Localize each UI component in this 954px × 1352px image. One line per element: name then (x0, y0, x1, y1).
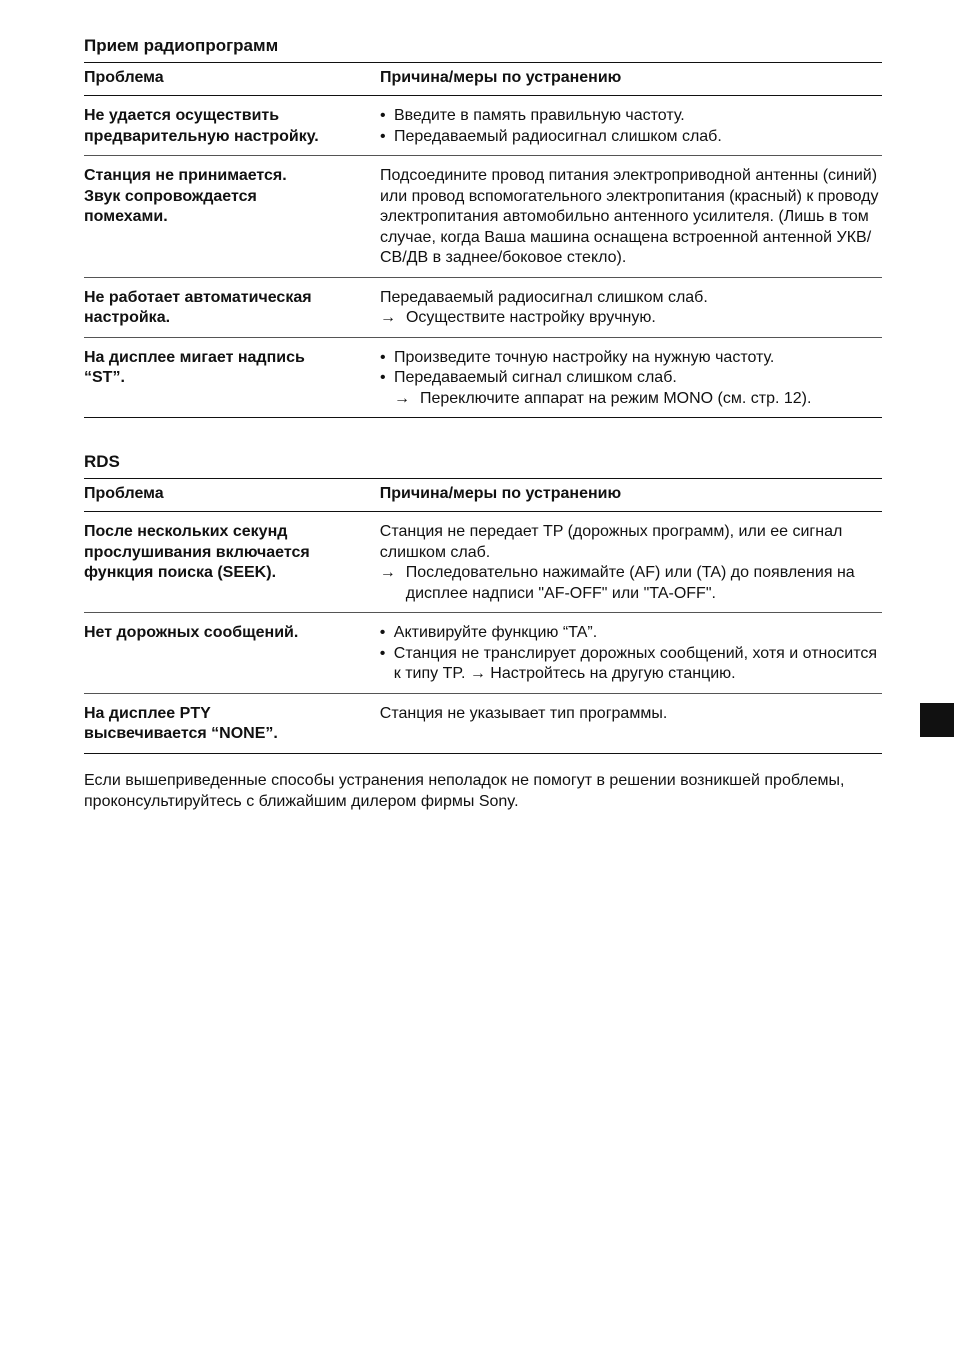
fix-action: Последовательно нажимайте (AF) или (TA) до появления на дисплее надписи "AF-OFF" или "TA-OFF". (405, 564, 855, 602)
table-row (84, 693, 882, 753)
fix-bullet: • Передаваемый радиосигнал слишком слаб. (380, 127, 882, 148)
fix-text: Передаваемый радиосигнал слишком слаб. (379, 288, 708, 306)
fix-action: Осуществите настройку вручную. (405, 309, 656, 326)
rds-troubleshooting-table (84, 478, 882, 754)
problem-text: Станция не принимается. Звук сопровождается помехами. (84, 167, 287, 225)
header-fix: Причина/меры по устранению (380, 63, 882, 96)
table-row (84, 156, 882, 278)
radio-troubleshooting-table (84, 62, 882, 418)
problem-text: Не удается осуществить предварительную настройку. (84, 107, 319, 145)
footer-note: Если вышеприведенные способы устранения неполадок не помогут в решении возникшей проблемы, проконсультируйтесь с ближайшим дилером фирмы Sony. (84, 771, 845, 810)
fix-text: Станция не указывает тип программы. (379, 704, 668, 722)
table-row (84, 337, 882, 418)
table-header-row (84, 479, 882, 512)
table-row (84, 277, 882, 337)
fix-text: Подсоедините провод питания электроприводной антенны (синий) или провод вспомогательного электропитания (красный) к проводу электропитания автомобильно антенного усилителя. (Лишь в том случае, когда Ваша машина оснащена встроенной антенной УКВ/ СВ/ДВ в заднее/боковое стекло). (379, 167, 879, 266)
fix-bullet: • Активируйте функцию “TA”. (380, 623, 882, 644)
table-row (84, 96, 882, 156)
arrow-right-icon: → (379, 564, 396, 581)
fix-action: Переключите аппарат на режим MONO (см. стр. 12). (419, 389, 812, 407)
header-problem: Проблема (84, 479, 380, 512)
section-title-radio: Прием радиопрограмм (84, 36, 279, 55)
section-title-rds: RDS (84, 452, 120, 471)
fix-bullet: • Передаваемый сигнал слишком слаб. (380, 368, 882, 389)
arrow-right-icon: → (379, 309, 396, 326)
problem-text: Не работает автоматическая настройка. (84, 288, 312, 326)
arrow-right-icon: → (393, 389, 410, 407)
table-header-row (84, 63, 882, 96)
problem-text: На дисплее PTY высвечивается “NONE”. (84, 704, 278, 742)
problem-text: На дисплее мигает надпись “ST”. (84, 348, 305, 386)
problem-text: После нескольких секунд прослушивания включается функция поиска (SEEK). (84, 523, 310, 581)
table-row (84, 512, 882, 613)
fix-bullet: • Станция не транслирует дорожных сообщений, хотя и относится к типу TP. → Настройтесь на другую станцию. (380, 644, 882, 685)
page-edge-tab (920, 703, 954, 737)
header-fix: Причина/меры по устранению (380, 479, 882, 512)
table-row (84, 613, 882, 694)
header-problem: Проблема (84, 63, 380, 96)
fix-text: Станция не передает TP (дорожных программ), или ее сигнал слишком слаб. (379, 523, 843, 561)
fix-bullet: • Произведите точную настройку на нужную частоту. (380, 348, 882, 369)
problem-text: Нет дорожных сообщений. (84, 624, 299, 641)
fix-bullet: • Введите в память правильную частоту. (380, 106, 882, 127)
troubleshooting-page (84, 34, 882, 812)
